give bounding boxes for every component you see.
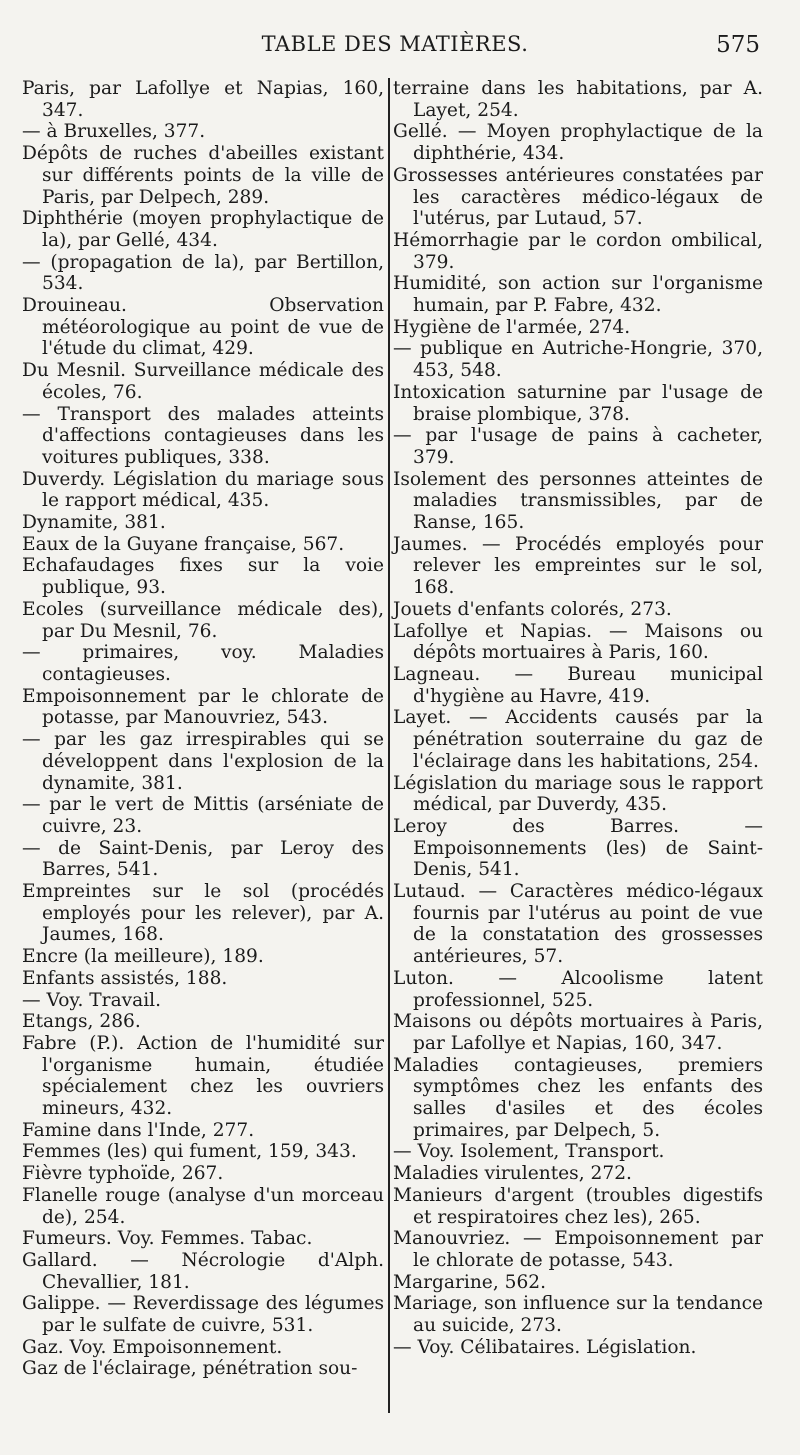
index-entry: Drouineau. Observation météorologique au point de vue de l'étude du climat, 429. [22, 295, 384, 360]
index-entry: — Voy. Célibataires. Législation. [393, 1336, 697, 1358]
index-entry: Maladies virulentes, 272. [393, 1163, 632, 1185]
index-entry: Gellé. — Moyen prophylactique de la diphthérie, 434. [393, 121, 763, 165]
index-entry: — de Saint-Denis, par Leroy des Barres, 541. [22, 837, 384, 881]
index-entry: Jouets d'enfants colorés, 273. [393, 598, 672, 620]
index-entry: — par le vert de Mittis (arséniate de cuivre, 23. [22, 794, 384, 837]
right-index-column [393, 78, 763, 1358]
index-entry: Eaux de la Guyane française, 567. [22, 533, 345, 555]
index-entry: Encre (la meilleure), 189. [22, 946, 264, 968]
index-entry: — publique en Autriche-Hongrie, 370, 453, 548. [393, 338, 763, 382]
index-entry: Dynamite, 381. [22, 512, 166, 534]
left-index-column [22, 78, 384, 1380]
index-entry: Etangs, 286. [22, 1011, 141, 1033]
index-entry: Manieurs d'argent (troubles digestifs et respiratoires chez les), 265. [393, 1184, 763, 1228]
index-entry: Flanelle rouge (analyse d'un morceau de), 254. [22, 1184, 384, 1228]
index-entry: Lagneau. — Bureau municipal d'hygiène au Havre, 419. [393, 663, 763, 707]
index-entry: Diphthérie (moyen prophylactique de la), par Gellé, 434. [22, 208, 384, 251]
index-entry: Humidité, son action sur l'organisme humain, par P. Fabre, 432. [393, 273, 763, 317]
index-entry: Hygiène de l'armée, 274. [393, 316, 631, 338]
index-entry: Ecoles (surveillance médicale des), par Du Mesnil, 76. [22, 598, 384, 642]
index-entry: — Voy. Isolement, Transport. [393, 1141, 665, 1163]
index-entry: — Voy. Travail. [22, 989, 162, 1011]
index-entry: terraine dans les habitations, par A. Layet, 254. [393, 78, 763, 121]
index-entry: Gaz de l'éclairage, pénétration sou- [22, 1358, 358, 1380]
index-entry: Famine dans l'Inde, 277. [22, 1119, 255, 1141]
index-entry: Leroy des Barres. — Empoisonnements (les) de Saint-Denis, 541. [393, 815, 763, 881]
index-entry: Grossesses antérieures constatées par les caractères médico-légaux de l'utérus, par Lutaud, 57. [393, 164, 763, 230]
index-entry: Fabre (P.). Action de l'humidité sur l'organisme humain, étudiée spécialement chez les ouvriers mineurs, 432. [22, 1032, 384, 1120]
index-entry: Manouvriez. — Empoisonnement par le chlorate de potasse, 543. [393, 1228, 763, 1271]
index-entry: Galippe. — Reverdissage des légumes par le sulfate de cuivre, 531. [22, 1293, 384, 1337]
index-entry: Intoxication saturnine par l'usage de braise plombique, 378. [393, 381, 763, 425]
index-entry: Femmes (les) qui fument, 159, 343. [22, 1141, 357, 1163]
index-entry: Layet. — Accidents causés par la pénétration souterraine du gaz de l'éclairage dans les habitations, 254. [393, 707, 763, 772]
index-entry: Dépôts de ruches d'abeilles existant sur différents points de la ville de Paris, par Delpech, 289. [22, 143, 384, 208]
index-entry: — primaires, voy. Maladies contagieuses. [22, 642, 384, 685]
index-entry: Echafaudages fixes sur la voie publique, 93. [22, 555, 384, 599]
index-entry: Jaumes. — Procédés employés pour relever les empreintes sur le sol, 168. [393, 533, 763, 599]
index-entry: Isolement des personnes atteintes de maladies transmissibles, par de Ranse, 165. [393, 468, 763, 534]
index-entry: Gaz. Voy. Empoisonnement. [22, 1336, 283, 1358]
index-entry: Paris, par Lafollye et Napias, 160, 347. [22, 78, 384, 121]
index-entry: Empoisonnement par le chlorate de potasse, par Manouvriez, 543. [22, 685, 384, 729]
index-entry: Mariage, son influence sur la tendance au suicide, 273. [393, 1293, 763, 1337]
index-entry: Empreintes sur le sol (procédés employés pour les relever), par A. Jaumes, 168. [22, 881, 384, 946]
index-entry: — par les gaz irrespirables qui se développent dans l'explosion de la dynamite, 381. [22, 729, 384, 794]
page-number: 575 [716, 32, 760, 58]
index-entry: Enfants assistés, 188. [22, 967, 228, 989]
index-entry: — par l'usage de pains à cacheter, 379. [393, 425, 763, 468]
page-title: TABLE DES MATIÈRES. [261, 32, 529, 56]
index-entry: — à Bruxelles, 377. [22, 121, 206, 143]
index-entry: Luton. — Alcoolisme latent professionnel, 525. [393, 967, 763, 1011]
index-entry: Margarine, 562. [393, 1271, 547, 1293]
index-entry: Législation du mariage sous le rapport médical, par Duverdy, 435. [393, 772, 763, 816]
index-entry: Lutaud. — Caractères médico-légaux fournis par l'utérus au point de vue de la constatation des grossesses antérieures, 57. [393, 881, 763, 968]
index-entry: Duverdy. Législation du mariage sous le rapport médical, 435. [22, 468, 384, 512]
column-divider [388, 78, 390, 1413]
index-entry: — (propagation de la), par Bertillon, 534. [22, 251, 384, 295]
index-entry: Du Mesnil. Surveillance médicale des écoles, 76. [22, 360, 384, 403]
index-entry: Fumeurs. Voy. Femmes. Tabac. [22, 1228, 313, 1250]
index-entry: Maladies contagieuses, premiers symptômes chez les enfants des salles d'asiles et des écoles primaires, par Delpech, 5. [393, 1054, 763, 1141]
index-entry: Maisons ou dépôts mortuaires à Paris, par Lafollye et Napias, 160, 347. [393, 1011, 763, 1054]
index-entry: Lafollye et Napias. — Maisons ou dépôts mortuaires à Paris, 160. [393, 620, 763, 664]
page-header [30, 32, 760, 68]
index-entry: — Transport des malades atteints d'affections contagieuses dans les voitures publiques, 338. [22, 403, 384, 468]
index-entry: Fièvre typhoïde, 267. [22, 1163, 224, 1185]
index-entry: Gallard. — Nécrologie d'Alph. Chevallier, 181. [22, 1249, 384, 1293]
index-entry: Hémorrhagie par le cordon ombilical, 379. [393, 229, 763, 273]
